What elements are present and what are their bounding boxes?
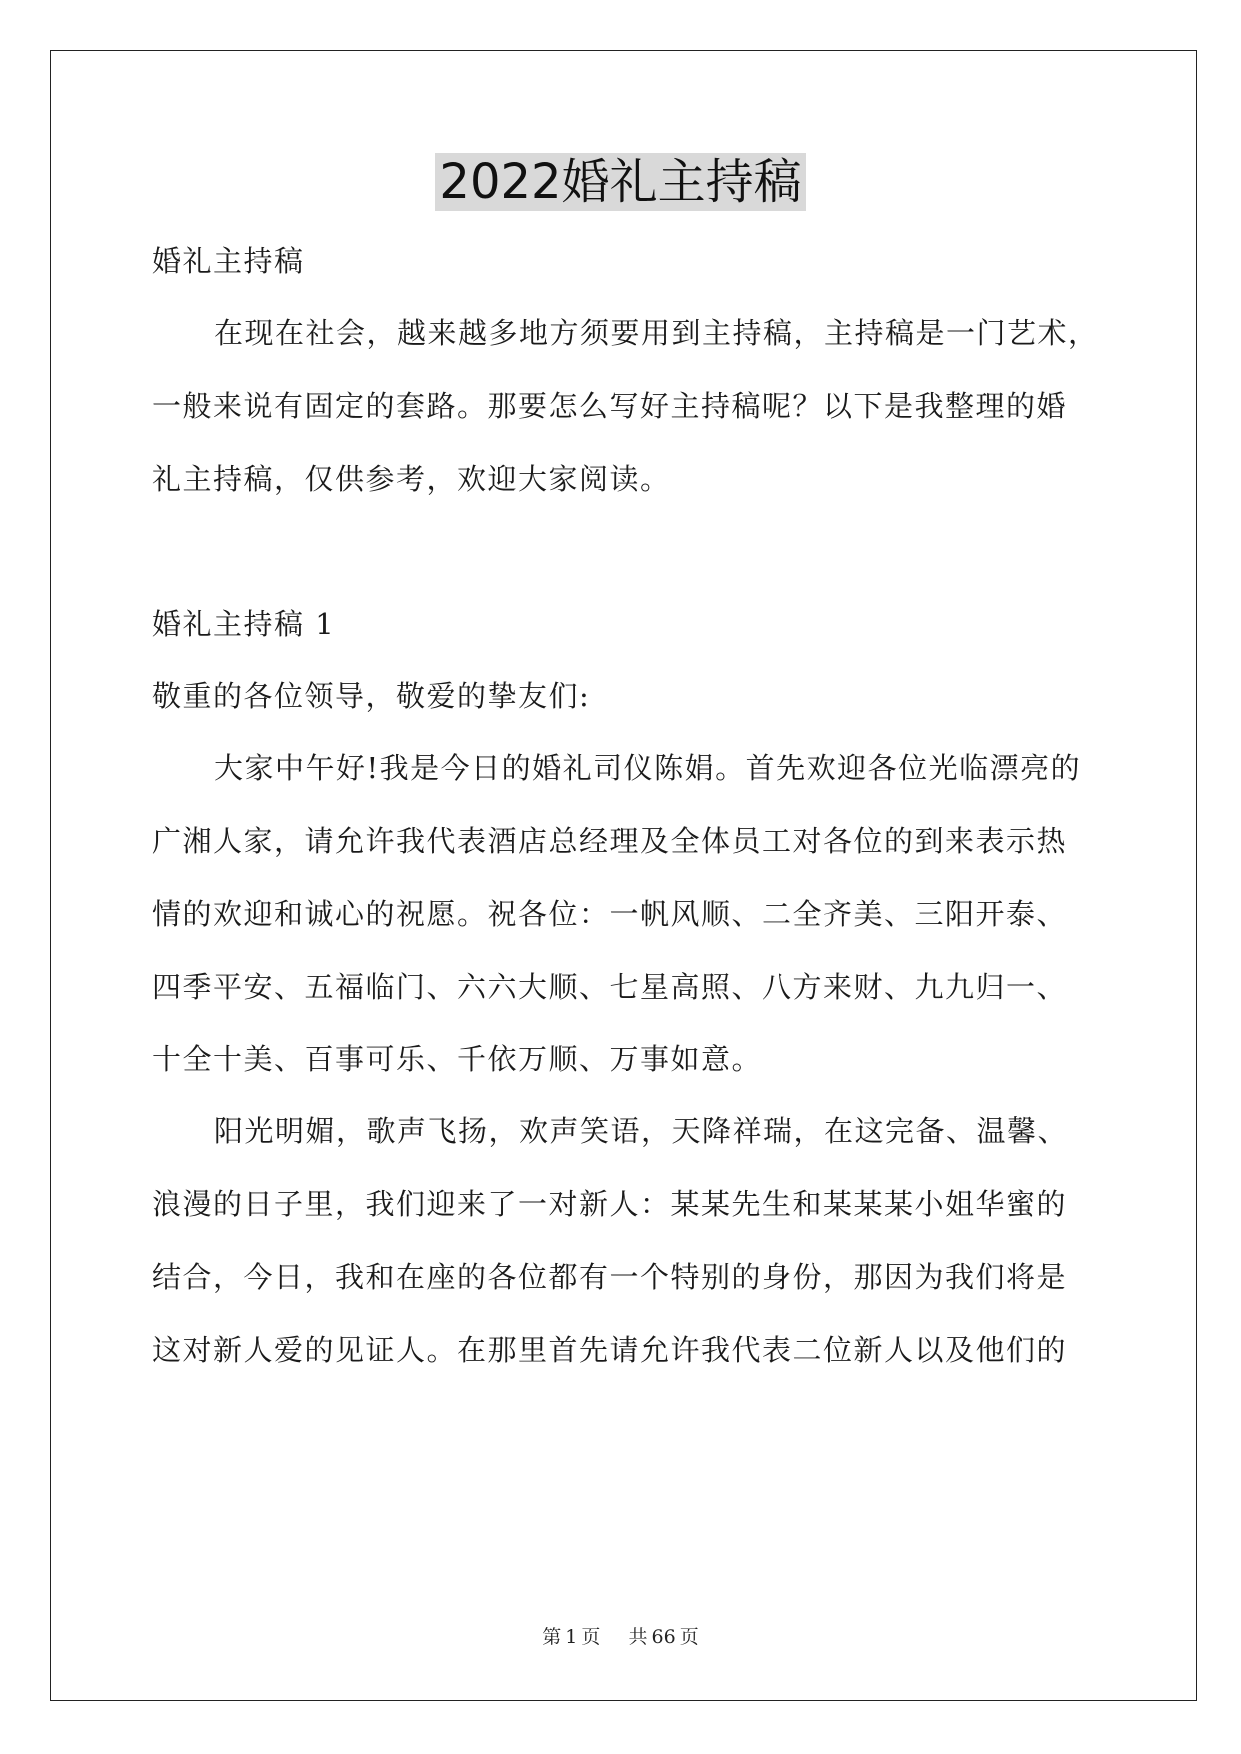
paragraph-line: 一般来说有固定的套路。那要怎么写好主持稿呢？以下是我整理的婚	[152, 389, 1068, 423]
paragraph-line: 在现在社会，越来越多地方须要用到主持稿，主持稿是一门艺术，	[214, 316, 1099, 350]
paragraph-line: 阳光明媚，歌声飞扬，欢声笑语，天降祥瑞，在这完备、温馨、	[214, 1114, 1069, 1148]
page-number: 1	[565, 1626, 578, 1648]
paragraph-line: 浪漫的日子里，我们迎来了一对新人：某某先生和某某某小姐华蜜的	[152, 1187, 1068, 1221]
document-title: 2022婚礼主持稿	[435, 153, 805, 211]
page-unit: 页	[581, 1626, 601, 1648]
page-prefix: 第	[542, 1626, 562, 1648]
salutation-line: 敬重的各位领导，敬爱的挚友们:	[152, 679, 591, 713]
subsection-heading: 婚礼主持稿 1	[152, 607, 336, 641]
total-prefix: 共	[628, 1626, 648, 1648]
paragraph-line: 礼主持稿，仅供参考，欢迎大家阅读。	[152, 462, 671, 496]
paragraph-line: 情的欢迎和诚心的祝愿。祝各位：一帆风顺、二全齐美、三阳开泰、	[152, 897, 1068, 931]
paragraph-line: 四季平安、五福临门、六六大顺、七星高照、八方来财、九九归一、	[152, 970, 1068, 1004]
paragraph-line: 这对新人爱的见证人。在那里首先请允许我代表二位新人以及他们的	[152, 1333, 1068, 1367]
page-border	[50, 50, 1197, 1701]
total-pages: 66	[651, 1626, 676, 1648]
total-unit: 页	[679, 1626, 699, 1648]
section-heading: 婚礼主持稿	[152, 244, 305, 278]
title-container	[0, 153, 1241, 211]
paragraph-line: 结合，今日，我和在座的各位都有一个特别的身份，那因为我们将是	[152, 1260, 1068, 1294]
paragraph-line: 十全十美、百事可乐、千依万顺、万事如意。	[152, 1042, 763, 1076]
paragraph-line: 广湘人家，请允许我代表酒店总经理及全体员工对各位的到来表示热	[152, 824, 1068, 858]
paragraph-line: 大家中午好!我是今日的婚礼司仪陈娟。首先欢迎各位光临漂亮的	[214, 751, 1082, 785]
page-footer	[0, 1625, 1241, 1649]
